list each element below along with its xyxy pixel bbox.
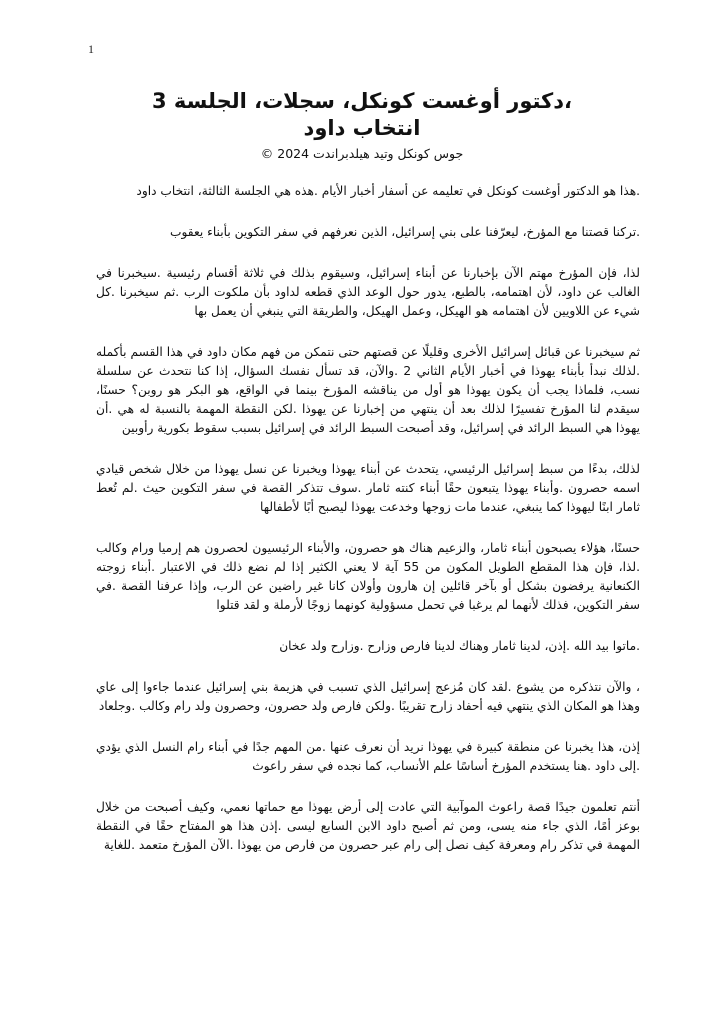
paragraph-3: لذا، فإن المؤرخ مهتم الآن بإخبارنا عن أبناء إسرائيل، وسيقوم بذلك في ثلاثة أقسام رئيسية .سيخبرنا في الغالب عن داود، لأن اهتمامه، بالطبع، يدور حول الوعد الذي قطعه لداود بأن ملكوت الرب .ثم سيخبرنا .كل شيء عن اللاويين لأن اهتمامه هو الهيكل، وعمل الهيكل، والطريقة التي ينبغي أن يعمل بها: [96, 266, 640, 318]
document-header: [100, 88, 624, 163]
paragraph-5: لذلك، بدءًا من سبط إسرائيل الرئيسي، يتحدث عن أبناء يهوذا ويخبرنا عن نسل يهوذا من خلال شخص قيادي اسمه حصرون .وأبناء يهوذا يتبعون حقًا أبناء كنته ثامار .سوف تتذكر القصة في سفر التكوين حيث .لم تُعط ثامار ابنًا ليهوذا كما ينبغي، عندما مات زوجها وخدعت يهوذا ليصبح أبًا لأطفالها: [96, 462, 640, 514]
paragraph-1: .هذا هو الدكتور أوغست كونكل في تعليمه عن أسفار أخبار الأيام .هذه هي الجلسة الثالثة، انتخاب داود: [136, 184, 640, 198]
copyright-line: جوس كونكل وتيد هيلدبراندت 2024 ©: [260, 146, 464, 161]
document-title: [100, 88, 624, 142]
paragraph-8: ، والآن نتذكره من يشوع .لقد كان مُزعج إسرائيل الذي تسبب في هزيمة بني إسرائيل عندما جاءوا إلى عاي وهذا هو المكان الذي ينتهي فيه أحفاد زارح تقريبًا .ولكن فارص ولد حصرون، وحصرون ولد رام وكالب .وجلعاد: [96, 680, 640, 713]
paragraph-10: أنتم تعلمون جيدًا قصة راعوث الموآبية التي عادت إلى أرض يهوذا مع حماتها نعمي، وكيف أصبحت من خلال بوعز أمًا، الذي جاء منه يسى، ومن ثم أصبح داود الابن السابع ليسى .إذن هذا هو المفتاح حقًا في النقطة المهمة في تذكر رام ومعرفة كيف نصل إلى رام عبر حصرون من فارص من يهوذا .الآن المؤرخ متعمد .للغاية: [96, 800, 640, 852]
page-number: 1: [88, 42, 94, 56]
title-line-2: انتخاب داود: [303, 116, 421, 140]
title-line-1: ،دكتور أوغست كونكل، سجلات، الجلسة 3: [151, 89, 573, 113]
paragraph-2: .تركنا قصتنا مع المؤرخ، ليعرّفنا على بني إسرائيل، الذين نعرفهم في سفر التكوين بأبناء يعقوب: [170, 225, 640, 239]
document-body: [96, 182, 640, 877]
paragraph-6: حسنًا، هؤلاء يصبحون أبناء ثامار، والزعيم هناك هو حصرون، والأبناء الرئيسيون لحصرون هم إرميا ورام وكالب .لذا، فإن هذا المقطع الطويل المكون من 55 آية لا يعني الكثير إذا لم نضع ذلك في الاعتبار .أبناء زوجته الكنعانية يرفضون بشكل أو بآخر قائلين إن هارون وأولان كانا غير راضين عن الرب، وإذا عرفنا القصة .في سفر التكوين، فذلك لأنهما لم يرغبا في تحمل مسؤولية كونهما زوجًا لأرملة و لقد قتلوا: [96, 541, 640, 612]
paragraph-7: .ماتوا بيد الله .إذن، لدينا ثامار وهناك لدينا فارص وزارح .وزارح ولد عخان: [279, 639, 640, 653]
paragraph-9: إذن، هذا يخبرنا عن منطقة كبيرة في يهوذا نريد أن نعرف عنها .من المهم جدًا في أبناء رام النسل الذي يؤدي .إلى داود .هنا يستخدم المؤرخ أساسًا علم الأنساب، كما نجده في سفر راعوث: [96, 740, 640, 773]
paragraph-4: ثم سيخبرنا عن قبائل إسرائيل الأخرى وقليلًا عن قصتهم حتى نتمكن من فهم مكان داود في هذا القسم بأكمله .لذلك نبدأ بأبناء يهوذا في أخبار الأيام الثاني 2 .والآن، قد تسأل نفسك السؤال، إذا كنا نتحدث عن سلسلة نسب، فلماذا يجب أن يكون يهوذا هو أول من يناقشه المؤرخ بينما في الواقع، هو البكر هو روبن؟ حسنًا، سيقدم لنا المؤرخ تفسيرًا لذلك بعد أن ينتهي من إخبارنا عن يهوذا .لكن النقطة المهمة بالنسبة له هي .أن يهوذا هي السبط الرائد في إسرائيل، وقد أصبحت السبط الرائد في إسرائيل بسبب سقوط بكورية رأوبين: [96, 345, 640, 435]
